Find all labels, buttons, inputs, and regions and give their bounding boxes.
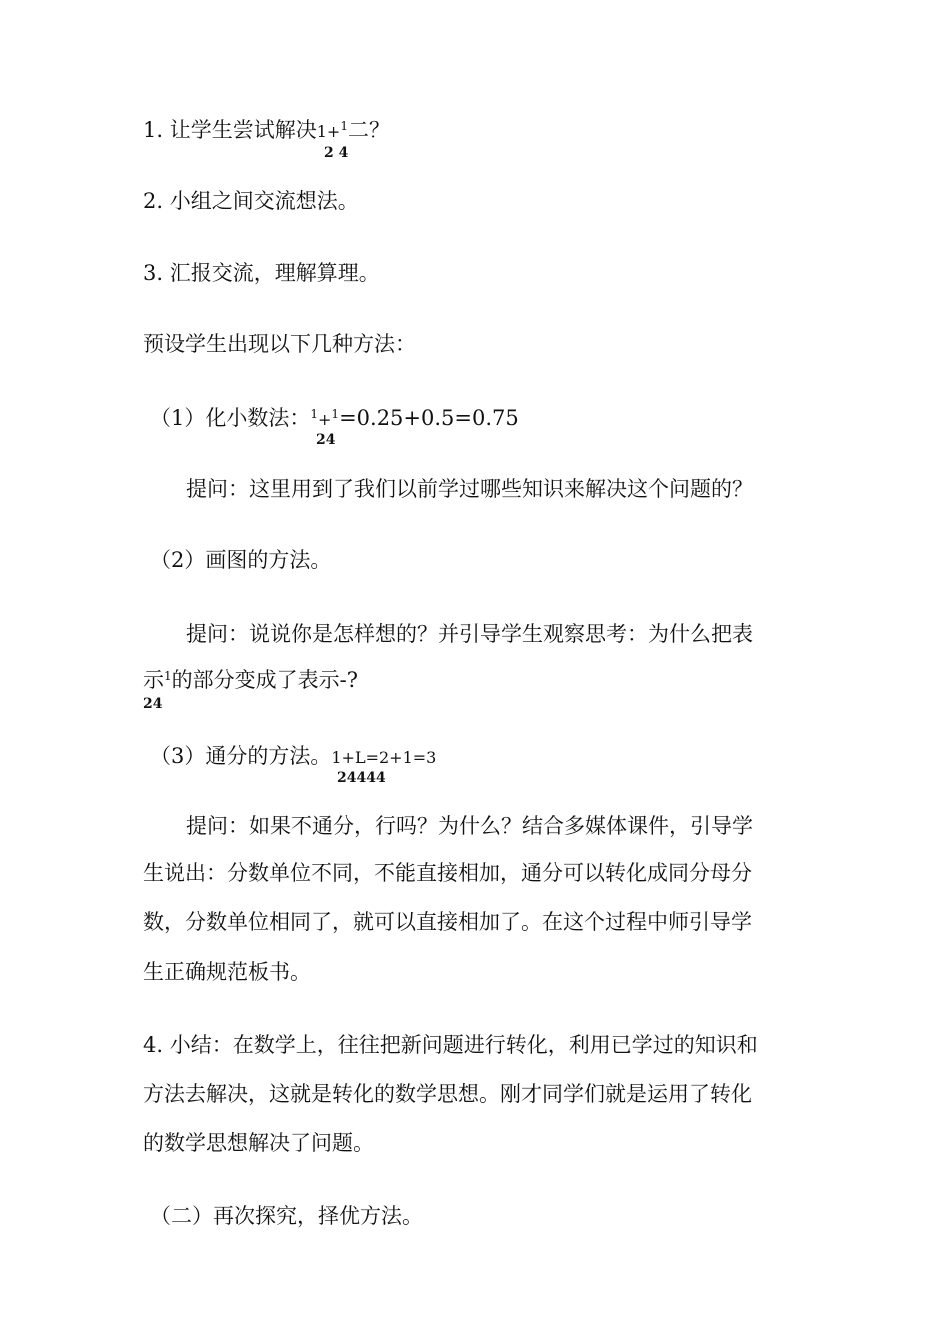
method-1-equation: =0.25+0.5=0.75	[339, 406, 519, 430]
method-3-expression: 1+L=2+1=3	[331, 748, 437, 767]
item-2: 2. 小组之间交流想法。	[143, 189, 359, 213]
question-2-line-2-a: 示	[143, 668, 164, 692]
item-1-expression-b: 二？	[347, 118, 390, 142]
item-1-expression-a: 1+	[316, 122, 341, 141]
section-2-heading: （二）再次探究，择优方法。	[150, 1204, 423, 1228]
method-3-denominators: 24444	[337, 770, 386, 786]
question-2-denominators: 24	[143, 696, 163, 712]
item-1-text: 1. 让学生尝试解决	[143, 118, 317, 142]
method-3-text: （3）通分的方法。	[150, 744, 332, 768]
preset-methods: 预设学生出现以下几种方法：	[143, 332, 416, 356]
question-2-line-2	[143, 670, 358, 691]
question-1: 提问：这里用到了我们以前学过哪些知识来解决这个问题的？	[186, 477, 753, 501]
item-3: 3. 汇报交流，理解算理。	[143, 261, 380, 285]
question-3-line-4: 生正确规范板书。	[143, 960, 311, 984]
method-1-text: （1）化小数法：	[150, 406, 311, 430]
item-1	[143, 120, 390, 141]
method-2: （2）画图的方法。	[150, 548, 332, 572]
method-1-denominators: 24	[316, 432, 336, 448]
item-1-expression-sup: 1	[340, 119, 348, 133]
method-1	[150, 408, 519, 429]
question-3-line-3: 数，分数单位相同了，就可以直接相加了。在这个过程中师引导学	[143, 910, 752, 934]
question-3-line-1: 提问：如果不通分，行吗？为什么？结合多媒体课件，引导学	[186, 814, 753, 838]
question-2-line-1: 提问：说说你是怎样想的？并引导学生观察思考：为什么把表	[186, 622, 753, 646]
question-2-line-2-sup: 1	[164, 669, 172, 683]
summary-line-2: 方法去解决，这就是转化的数学思想。刚才同学们就是运用了转化	[143, 1082, 752, 1106]
summary-line-1: 4. 小结：在数学上，往往把新问题进行转化，利用已学过的知识和	[143, 1033, 758, 1057]
method-1-sup-1: 1	[310, 407, 319, 421]
question-3-line-2: 生说出：分数单位不同，不能直接相加，通分可以转化成同分母分	[143, 861, 752, 885]
item-1-denominators: 2 4	[324, 145, 349, 161]
method-1-plus: +	[318, 410, 332, 429]
question-2-line-2-b: 的部分变成了表示-?	[171, 668, 358, 692]
summary-line-3: 的数学思想解决了问题。	[143, 1131, 374, 1155]
method-3	[150, 746, 436, 767]
method-1-sup-2: 1	[331, 407, 340, 421]
